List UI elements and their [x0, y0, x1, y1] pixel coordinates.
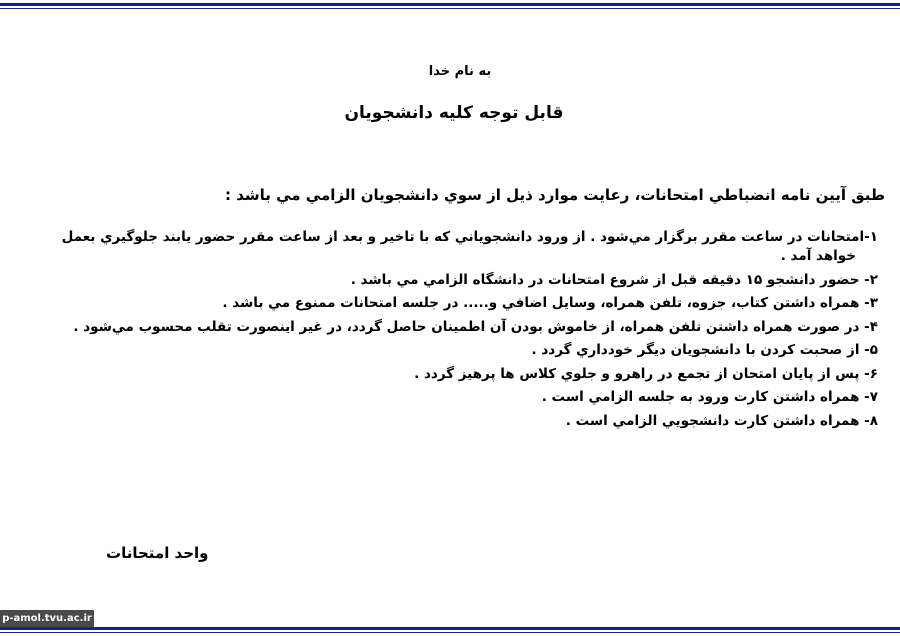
- intro-paragraph: طبق آيين نامه انضباطي امتحانات، رعايت موارد ذيل از سوي دانشجويان الزامي مي باشد :: [224, 186, 885, 204]
- rule-item-1-line1: ۱-امتحانات در ساعت مقرر برگزار مي‌شود . از ورود دانشجوياني كه با تاخير و بعد از ساعت مقرر حضور يابند جلوگيري بعمل: [61, 229, 878, 245]
- signature-text: واحد امتحانات: [106, 544, 209, 562]
- top-border-line: [0, 3, 900, 6]
- rule-item-3: ۳- همراه داشتن كتاب، جزوه، تلفن همراه، وسايل اضافي و..... در جلسه امتحانات ممنوع مي باشد .: [222, 295, 878, 311]
- rule-item-1-line2: خواهد آمد .: [780, 248, 856, 264]
- rule-item-6: ۶- پس از پايان امتحان از تجمع در راهرو و جلوي كلاس ها پرهيز گردد .: [414, 365, 878, 382]
- bismillah-text: به نام خدا: [428, 64, 492, 79]
- rule-item-7: ۷- همراه داشتن كارت ورود به جلسه الزامي است .: [541, 389, 878, 405]
- rule-item-8: ۸- همراه داشتن كارت دانشجويي الزامي است .: [565, 412, 878, 429]
- rules-list: [8, 228, 878, 435]
- rule-item-4: ۴- در صورت همراه داشتن تلفن همراه، از خاموش بودن آن اطمينان حاصل گردد، در غير اينصورت تقلب محسوب مي‌شود .: [73, 318, 878, 335]
- bottom-border-line: [0, 627, 900, 630]
- top-border-thin-line: [0, 8, 900, 9]
- page-title: قابل توجه كليه دانشجويان: [344, 103, 564, 123]
- rule-item-1: [8, 228, 878, 266]
- site-watermark: p-amol.tvu.ac.ir: [0, 610, 94, 627]
- rule-item-2: ۲- حضور دانشجو ۱۵ دقيقه قبل از شروع امتحانات در دانشگاه الزامي مي باشد .: [350, 271, 878, 288]
- rule-item-5: ۵- از صحبت كردن با دانشجويان ديگر خودداري گردد .: [531, 342, 878, 358]
- bottom-border-thin-line: [0, 632, 900, 633]
